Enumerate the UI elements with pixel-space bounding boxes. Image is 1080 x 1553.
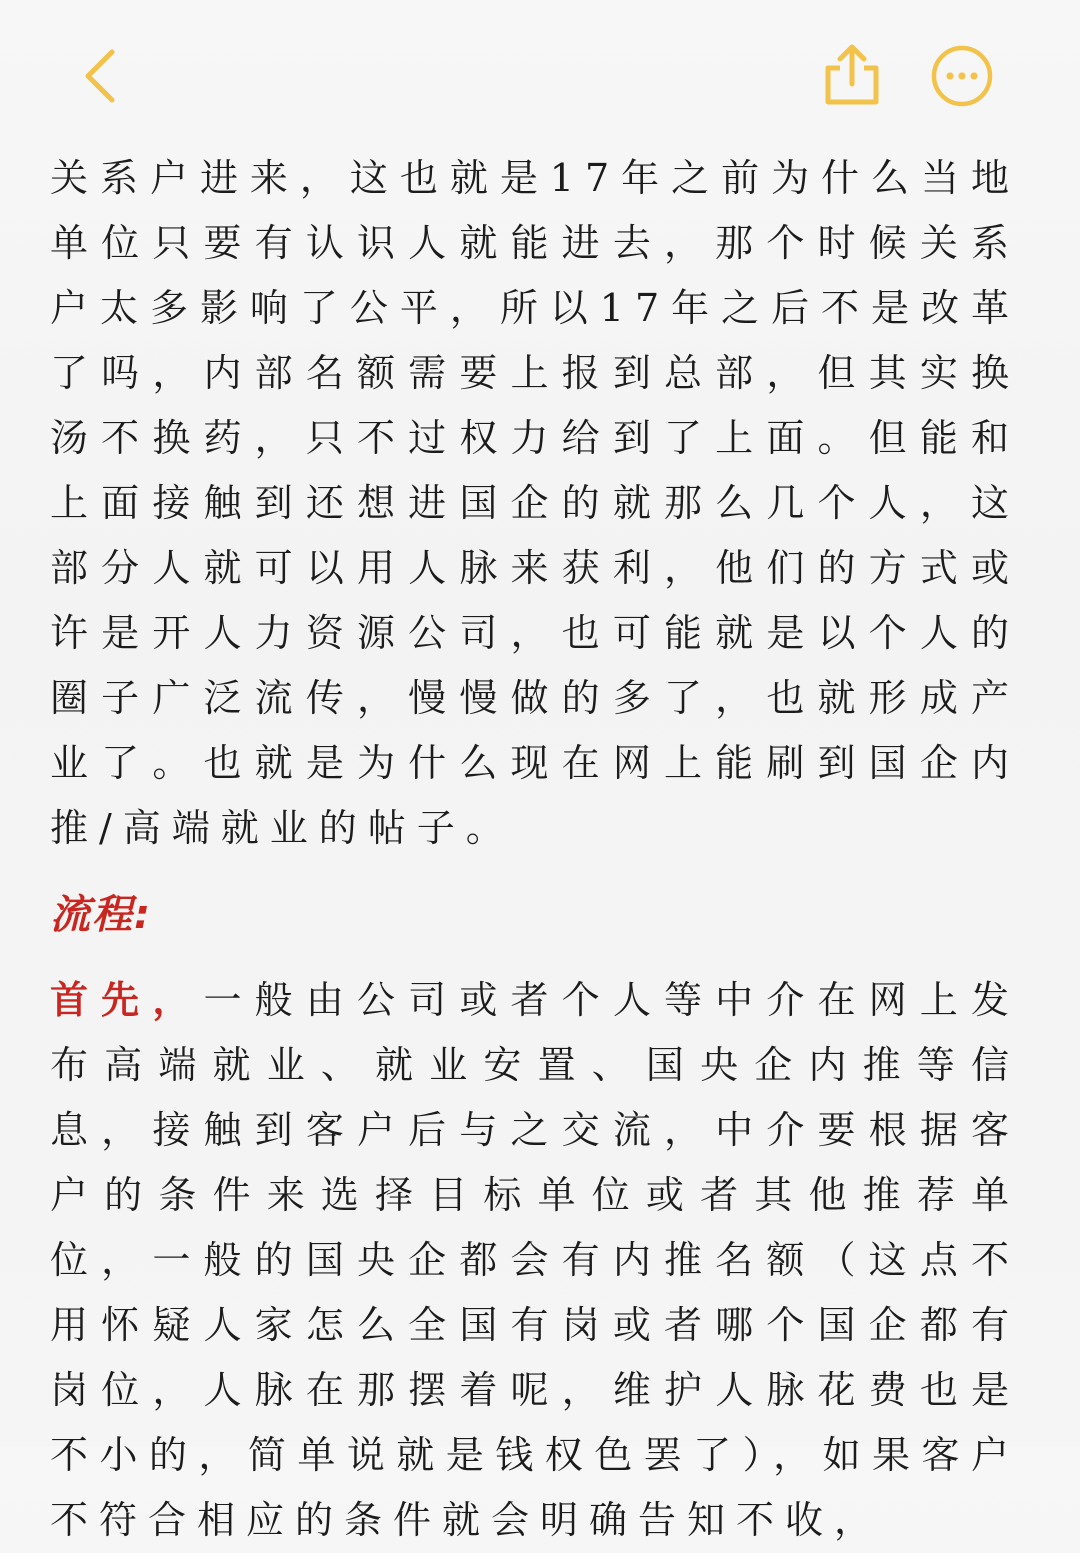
document-body xyxy=(50,146,1020,1553)
top-toolbar xyxy=(0,0,1080,150)
paragraph-2-body: 一般由公司或者个人等中介在网上发布高端就业、就业安置、国央企内推等信息，接触到客户后与之交流，中介要根据客户的条件来选择目标单位或者其他推荐单位，一般的国央企都会有内推名额（这点不用怀疑人家怎么全国有岗或者哪个国企都有岗位，人脉在那摆着呢，维护人脉花费也是不小的，简单说就是钱权色罢了），如果客户不符合相应的条件就会明确告知不收， xyxy=(50,978,1020,1542)
chevron-left-icon[interactable] xyxy=(72,44,132,108)
paragraph-2 xyxy=(50,967,1020,1553)
share-icon[interactable] xyxy=(822,40,882,110)
paragraph-1: 关系户进来，这也就是17年之前为什么当地单位只要有认识人就能进去，那个时候关系户太多影响了公平，所以17年之后不是改革了吗，内部名额需要上报到总部，但其实换汤不换药，只不过权力给到了上面。但能和上面接触到还想进国企的就那么几个人，这部分人就可以用人脉来获利，他们的方式或许是开人力资源公司，也可能就是以个人的圈子广泛流传，慢慢做的多了，也就形成产业了。也就是为什么现在网上能刷到国企内推/高端就业的帖子。 xyxy=(50,156,1020,850)
more-icon[interactable] xyxy=(930,44,994,108)
section-title: 流程: xyxy=(50,892,152,938)
paragraph-2-lead: 首先， xyxy=(50,977,204,1022)
